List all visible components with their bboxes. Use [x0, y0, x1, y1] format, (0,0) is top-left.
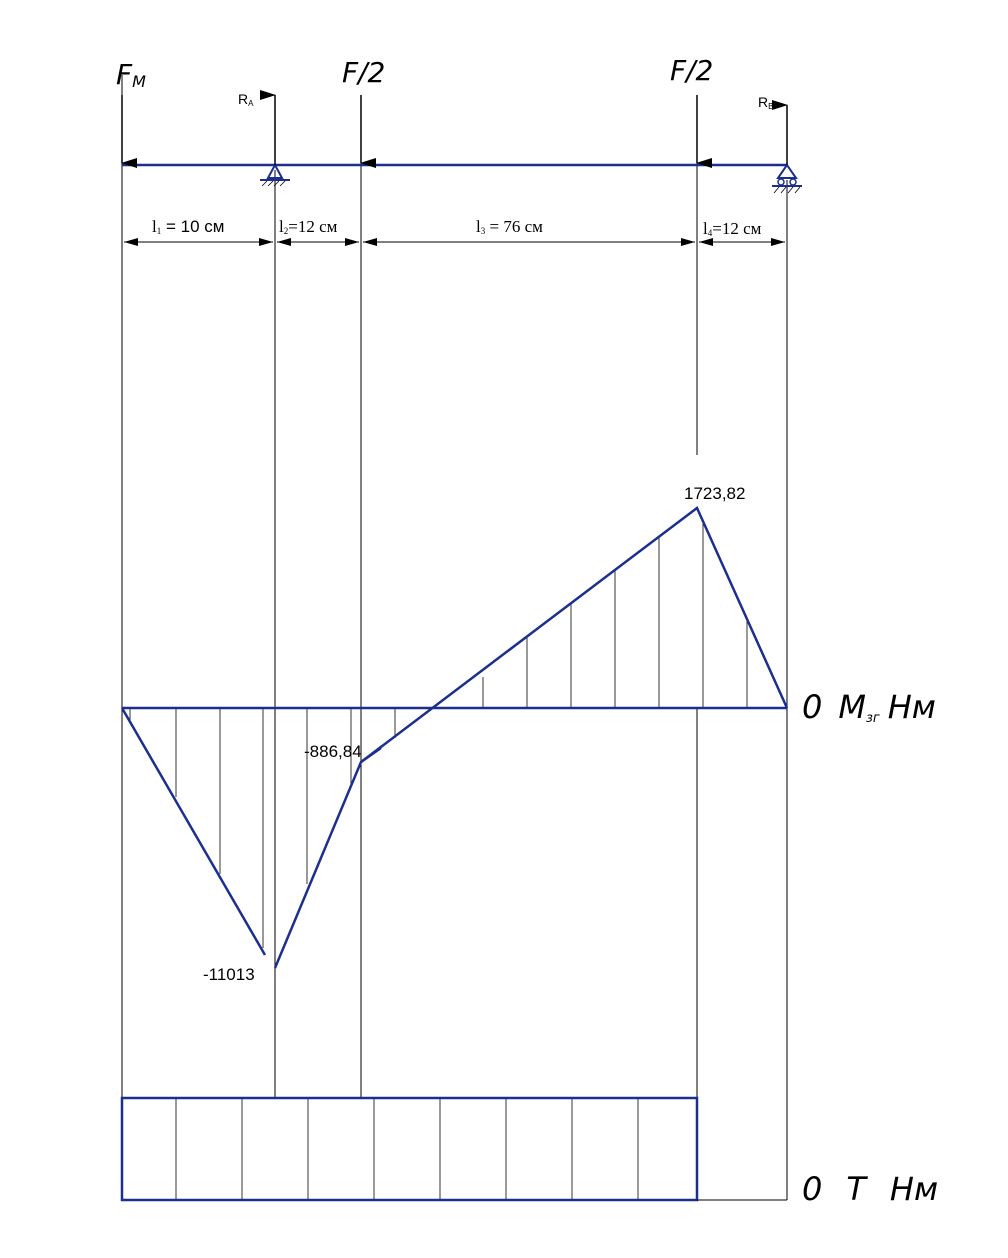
dim-label-l1: l1 = 10 см	[152, 217, 225, 236]
dim-label-l4: l4=12 см	[703, 219, 762, 238]
moment-curve-notch	[361, 748, 381, 762]
moment-curve-segment-1	[122, 708, 265, 955]
torque-hatching	[176, 1098, 638, 1200]
label-rb: RB	[758, 94, 774, 111]
moment-value-mid: -886,84	[304, 742, 362, 761]
dim-label-l2: l2=12 см	[279, 217, 338, 236]
dim-label-l3: l3 = 76 см	[476, 217, 543, 236]
beam	[122, 165, 802, 193]
moment-curve-segment-2	[275, 508, 787, 968]
torque-block	[122, 1098, 697, 1200]
torque-axis-label: 0 T Нм	[802, 1170, 939, 1208]
label-ra: RA	[238, 91, 254, 108]
construction-lines	[122, 75, 787, 1200]
label-f-half-left: F/2	[342, 56, 386, 89]
torque-diagram	[122, 1098, 787, 1200]
moment-value-max: 1723,82	[684, 484, 746, 503]
label-fm: FM	[116, 58, 146, 91]
moment-diagram	[122, 508, 787, 968]
label-f-half-right: F/2	[670, 54, 714, 87]
moment-value-min: -11013	[203, 965, 255, 984]
force-arrows	[122, 95, 787, 165]
moment-axis-label: 0 Mзг Нм	[802, 688, 936, 726]
